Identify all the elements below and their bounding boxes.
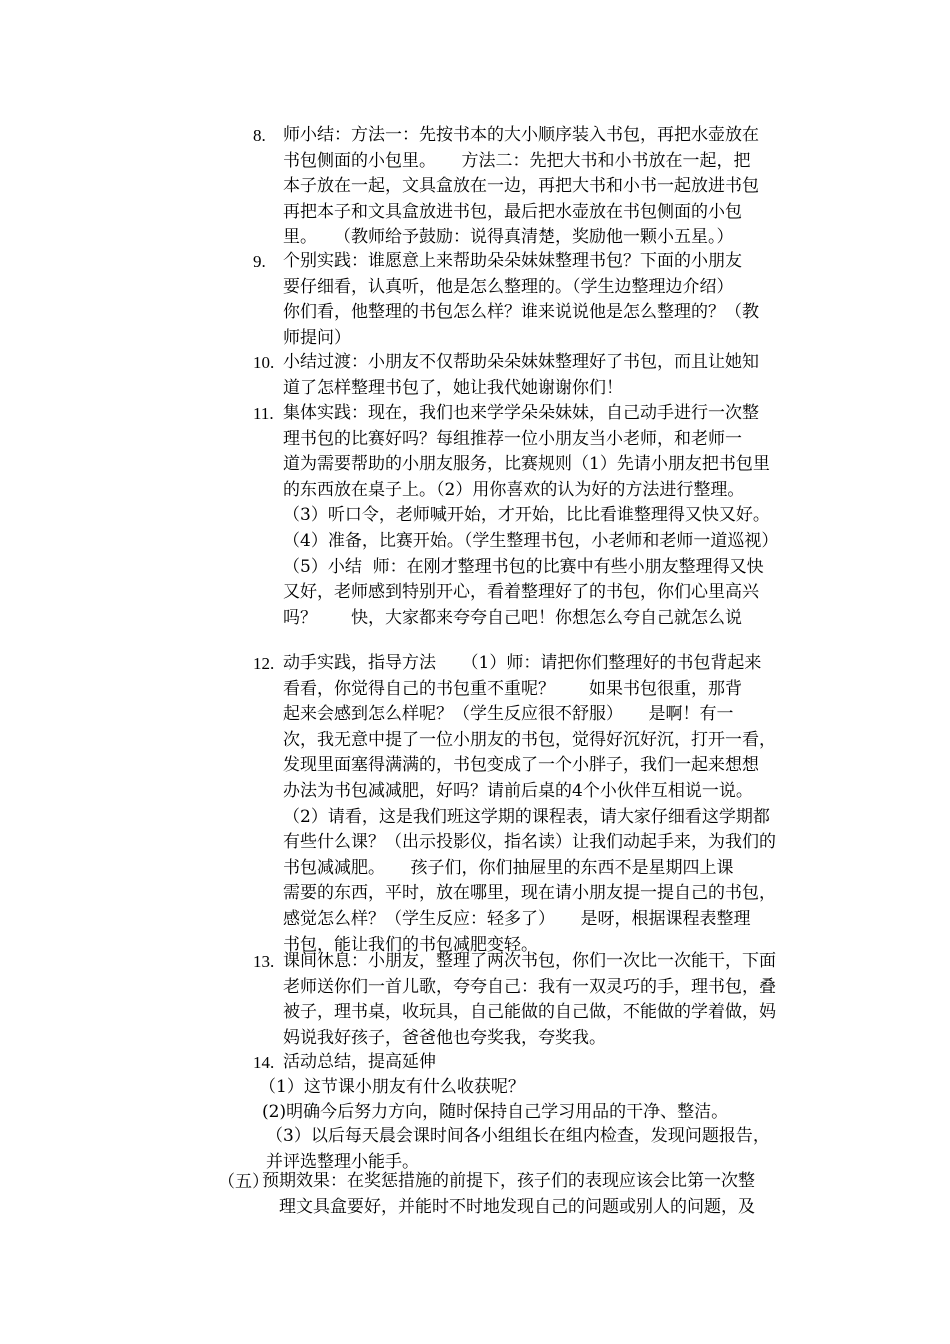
item-number: 12. [253,654,275,673]
section-number: （五） [218,1172,269,1191]
item-text: 个别实践：谁愿意上来帮助朵朵妹妹整理书包？下面的小朋友 要仔细看，认真听，他是怎么整理的。（学生边整理边介绍） 你们看，他整理的书包怎么样？谁来说说他是怎么整理的？（教 师提问） [283,251,759,348]
summary-point-text: （1）这节课小朋友有什么收获呢？ [259,1077,525,1097]
item-number: 10. [253,353,275,372]
summary-point-text: （3）以后每天晨会课时间各小组组长在组内检查，发现问题报告， 并评选整理小能手。 [266,1126,770,1172]
item-number: 9. [253,252,266,271]
summary-point-text: (2)明确今后努力方向，随时保持自己学习用品的干净、整洁。 [262,1102,729,1122]
section-expected-effect [218,1169,818,1220]
item-text: 课间休息：小朋友，整理了两次书包，你们一次比一次能干，下面 老师送你们一首儿歌，夸夸自己：我有一双灵巧的手，理书包，叠 被子，理书桌，收玩具，自己能做的自己做，不能做的学着做，妈 妈说我好孩子，爸爸他也夸奖我，夸奖我。 [283,951,776,1048]
list-item-13 [253,949,813,1051]
item-text: 小结过渡：小朋友不仅帮助朵朵妹妹整理好了书包，而且让她知 道了怎样整理书包了，她让我代她谢谢你们！ [283,352,759,398]
list-item-12 [253,651,813,958]
item-text: 师小结：方法一：先按书本的大小顺序装入书包，再把水壶放在 书包侧面的小包里。 方法二：先把大书和小书放在一起，把 本子放在一起，文具盒放在一边，再把大书和小书一起放进书包 再把本子和文具盒放进书包，最后把水壶放在书包侧面的小包 里。 （教师给予鼓励：说得真清楚，奖励他一颗小五星。） [283,125,759,248]
item-number: 11. [253,404,274,423]
summary-point-2 [262,1100,728,1126]
section-text: 预期效果：在奖惩措施的前提下，孩子们的表现应该会比第一次整 理文具盒要好，并能时不时地发现自己的问题或别人的问题，及 [262,1171,755,1217]
summary-point-3 [266,1124,770,1175]
list-item-11 [253,401,813,631]
list-item-9 [253,249,813,351]
item-text: 动手实践，指导方法 （1）师：请把你们整理好的书包背起来 看看，你觉得自己的书包重不重呢？ 如果书包很重，那背 起来会感到怎么样呢？（学生反应很不舒服） 是啊！有一 次，我无意中提了一位小朋友的书包，觉得好沉好沉，打开一看， 发现里面塞得满满的，书包变成了一个小胖子，我们一起来想想 办法为书包减减肥，好吗？请前后桌的4个小伙伴互相说一说。 （2）请看，这是我们班这学期的课程表，请大家仔细看这学期都 有些什么课？（出示投影仪，指名读）让我们动起手来，为我们的 书包减减肥。 孩子们，你们抽屉里的东西不是星期四上课 需要的东西，平时，放在哪里，现在请小朋友提一提自己的书包， 感觉怎么样？（学生反应：轻多了） 是呀，根据课程表整理 书包，能让我们的书包减肥变轻。 [283,653,776,955]
item-text: 活动总结，提高延伸 [283,1052,436,1072]
summary-point-1 [259,1075,525,1101]
item-text: 集体实践：现在，我们也来学学朵朵妹妹，自己动手进行一次整 理书包的比赛好吗？每组推荐一位小朋友当小老师，和老师一 道为需要帮助的小朋友服务，比赛规则（1）先请小朋友把书包里 的东西放在桌子上。（2）用你喜欢的认为好的方法进行整理。 （3）听口令，老师喊开始，才开始，比比看谁整理得又快又好。 （4）准备，比赛开始。（学生整理书包，小老师和老师一道巡视） （5）小结 师：在刚才整理书包的比赛中有些小朋友整理得又快 又好，老师感到特别开心，看着整理好了的书包，你们心里高兴 吗？ 快，大家都来夸夸自己吧！你想怎么夸自己就怎么说 [283,403,779,628]
item-number: 13. [253,952,275,971]
list-item-10 [253,350,813,401]
item-number: 8. [253,126,266,145]
list-item-14 [253,1050,813,1076]
list-item-8 [253,123,813,251]
item-number: 14. [253,1053,275,1072]
